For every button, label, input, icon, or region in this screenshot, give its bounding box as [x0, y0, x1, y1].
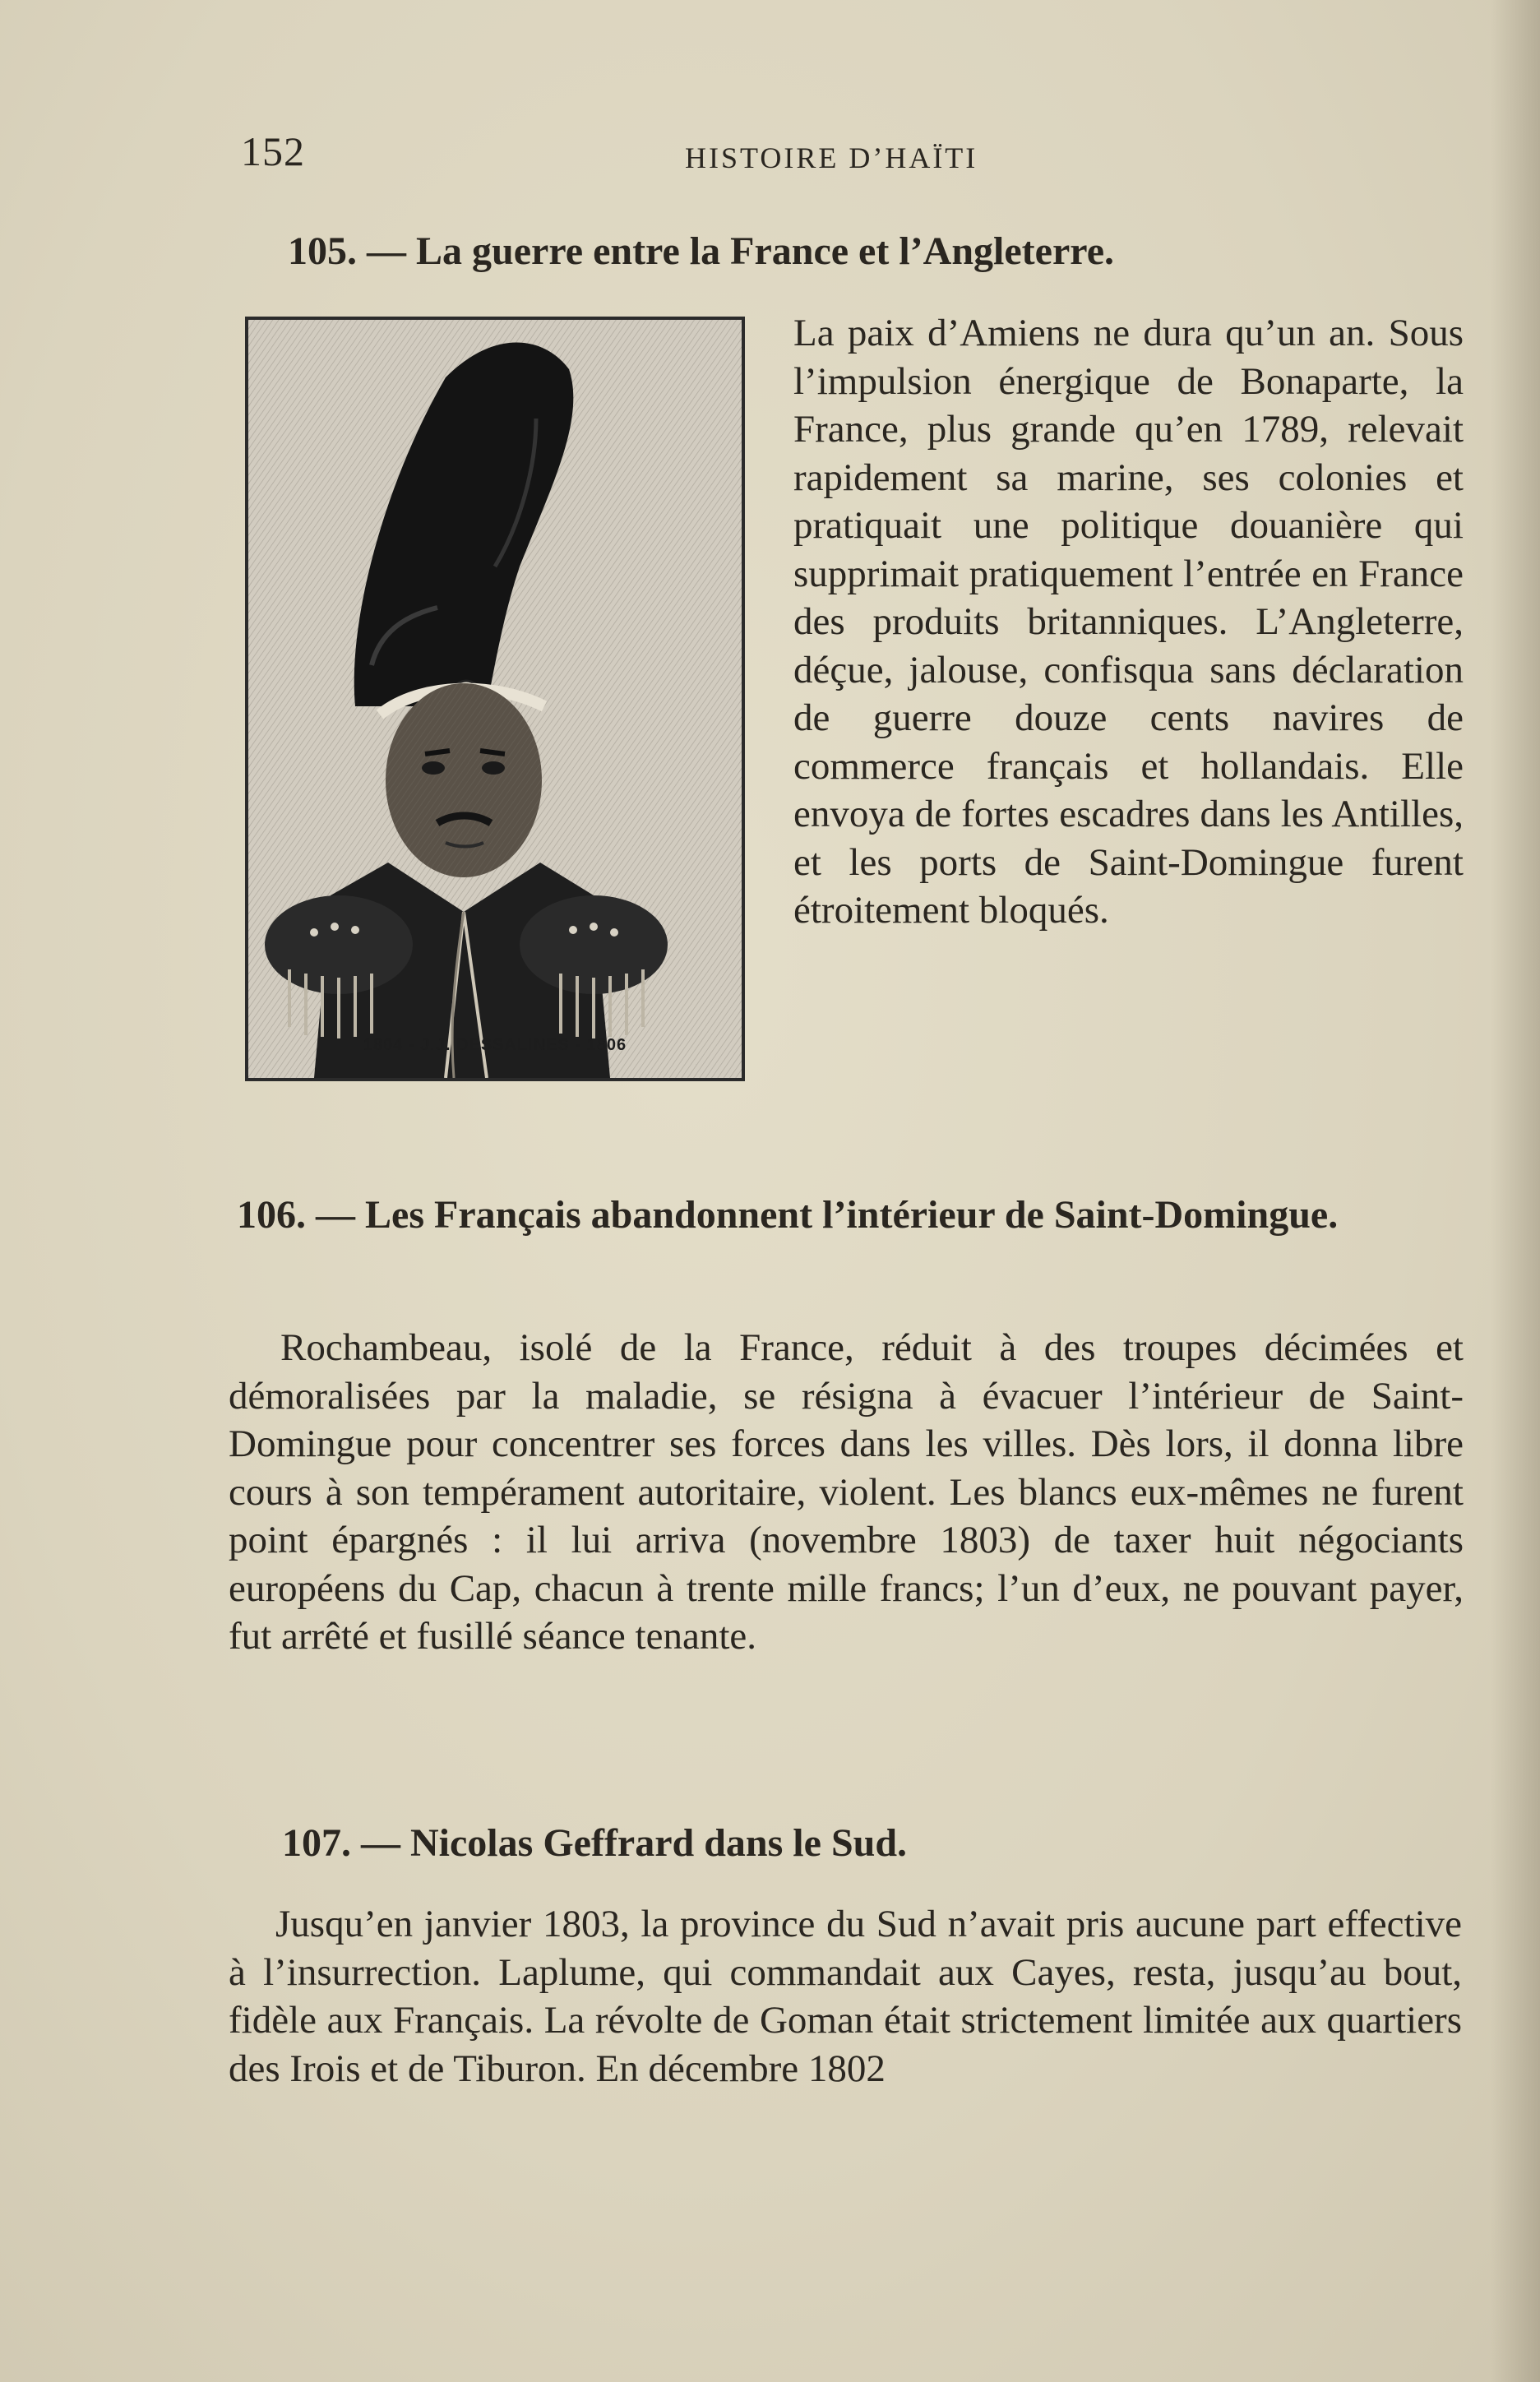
- section-106-heading: 106. — Les Français abandonnent l’intérieur de Saint-Domingue.: [237, 1193, 1339, 1237]
- section-106-text: Rochambeau, isolé de la France, réduit à des troupes décimées et démoralisées par la maladie, se résigna à évacuer l’intérieur de Saint-Domingue pour concentrer ses forces dans les villes. Dès lors, il donna libre cours à son tempérament autoritaire, violent. Les blancs eux-mêmes ne furent point épargnés : il lui arriva (novembre 1803) de taxer huit négociants européens du Cap, chacun à trente mille francs; l’un d’eux, ne pouvant payer, fut arrêté et fusillé séance tenante.: [229, 1326, 1464, 1658]
- running-head: HISTOIRE D’HAÏTI: [685, 141, 978, 174]
- portrait-figure: [245, 317, 745, 1081]
- portrait-caption: 1804 - J.J. DESSALINES - 1806: [363, 1036, 627, 1054]
- section-105-text: La paix d’Amiens ne dura qu’un an. Sous l’impulsion énergique de Bonaparte, la France, plus grande qu’en 1789, relevait rapidement sa marine, ses colonies et pratiquait une politique douanière qui supprimait pratiquement l’entrée en France des produits britanniques. L’Angleterre, déçue, jalouse, confisqua sans déclaration de guerre douze cents navires de commerce français et hollandais. Elle envoya de fortes escadres dans les Antilles, et les ports de Saint-Domingue furent étroitement bloqués.: [793, 312, 1464, 932]
- page-number: 152: [241, 128, 305, 174]
- page-header: [241, 127, 1474, 177]
- section-105-heading: 105. — La guerre entre la France et l’Angleterre.: [288, 229, 1114, 273]
- section-107-text: Jusqu’en janvier 1803, la province du Sud n’avait pris aucune part effective à l’insurrection. Laplume, qui commandait aux Cayes, resta, jusqu’au bout, fidèle aux Français. La révolte de Goman était strictement limitée aux quartiers des Irois et de Tiburon. En décembre 1802: [229, 1903, 1462, 2090]
- section-107-heading: 107. — Nicolas Geffrard dans le Sud.: [282, 1821, 908, 1865]
- page-edge-shadow: [1491, 0, 1540, 2382]
- engraved-portrait-icon: [248, 320, 742, 1078]
